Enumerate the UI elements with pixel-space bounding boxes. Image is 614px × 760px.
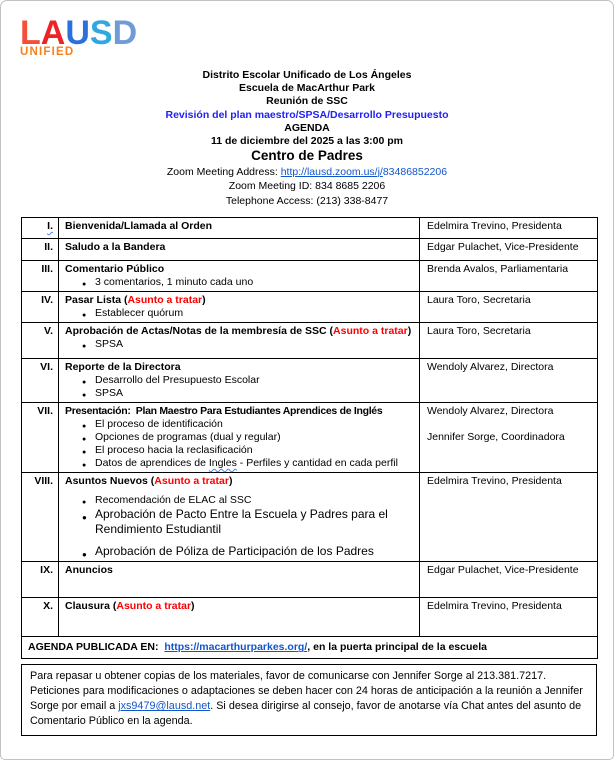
table-row (22, 562, 598, 598)
zoom-address-number[interactable]: 83486852206 (382, 165, 448, 178)
table-row (22, 472, 598, 562)
row-numeral-cell (22, 562, 59, 598)
person-name: Edelmira Trevino, Presidenta (427, 474, 562, 487)
row-item-cell (59, 217, 420, 238)
logo-letter: D (112, 13, 138, 53)
row-person-cell (420, 472, 598, 562)
logo-letter: U (65, 13, 90, 53)
text-segment: Asunto a tratar (127, 293, 203, 306)
row-numeral-cell (22, 402, 59, 472)
row-bullet (65, 494, 417, 507)
text-segment: Aprobación de Actas/Notas de la membresía de SSC ( (65, 324, 334, 337)
row-title (65, 241, 417, 254)
row-item-cell (59, 472, 420, 562)
row-person-cell (420, 238, 598, 260)
row-item-cell (59, 291, 420, 322)
row-numeral: I. (47, 219, 53, 232)
text-segment: SPSA (95, 337, 124, 350)
row-person-cell (420, 562, 598, 598)
row-title (65, 220, 417, 233)
table-row (22, 291, 598, 322)
text-segment: Para repasar u obtener copias de los materiales, favor de comunicarse con Jennifer Sorge al 213.381.7217. Peticiones para modificaciones o adaptaciones se deben hacer con 24 horas de anticipación a la reunión a Jennifer Sorge por email a (30, 670, 583, 713)
person-name: Wendoly Alvarez, Directora (427, 404, 554, 417)
row-numeral-cell (22, 291, 59, 322)
row-bullet (65, 507, 417, 538)
text-segment: Reporte de la Directora (65, 360, 181, 373)
table-row (22, 598, 598, 637)
header-line: Centro de Padres (251, 148, 363, 164)
text-segment: AGENDA PUBLICADA EN: (28, 641, 165, 654)
row-bullet (65, 276, 417, 289)
text-segment: , en la puerta principal de la escuela (307, 641, 488, 654)
footer-email-link[interactable]: jxs9479@lausd.net (118, 700, 211, 713)
logo-letter: S (89, 13, 113, 53)
row-numeral-cell (22, 260, 59, 291)
row-title (65, 263, 417, 276)
text-segment: Bienvenida/Llamada al Orden (65, 219, 213, 232)
row-item-cell (59, 598, 420, 637)
text-segment: Ingles (208, 456, 237, 469)
row-bullet (65, 418, 417, 431)
footer-text (30, 669, 588, 729)
row-person-cell (420, 322, 598, 358)
text-segment: Asunto a tratar (116, 600, 192, 613)
row-numeral-cell (22, 472, 59, 562)
row-person-cell (420, 260, 598, 291)
row-person-cell (420, 402, 598, 472)
row-title (65, 600, 417, 613)
person-gap (427, 418, 595, 431)
row-bullet (65, 338, 417, 351)
row-numeral-cell (22, 358, 59, 402)
row-person-cell (420, 598, 598, 637)
header-line: Telephone Access: (213) 338-8477 (225, 194, 389, 207)
table-row (22, 322, 598, 358)
text-segment: Clausura ( (65, 600, 117, 613)
person-name: Edelmira Trevino, Presidenta (427, 600, 562, 613)
table-row (22, 217, 598, 238)
person-name: Laura Toro, Secretaria (427, 324, 531, 337)
row-title (65, 325, 417, 338)
text-segment: . Si desea dirigirse al consejo, favor de anotarse vía Chat antes del asunto de Comentario Público en la agenda. (30, 700, 582, 728)
table-row (22, 260, 598, 291)
header-line: Distrito Escolar Unificado de Los Ángeles (202, 69, 412, 81)
text-segment: Aprobación de Pacto Entre la Escuela y Padres para el Rendimiento Estudiantil (95, 506, 388, 537)
text-segment: El proceso de identificación (95, 417, 223, 430)
lausd-logo (20, 13, 138, 58)
row-numeral: II. (44, 240, 53, 253)
row-item-cell (59, 238, 420, 260)
row-numeral: VIII. (34, 474, 53, 487)
row-title (65, 475, 417, 488)
row-numeral: III. (41, 262, 53, 275)
header-line: Reunión de SSC (266, 95, 348, 108)
text-segment: ) (407, 324, 412, 337)
row-bullet (65, 457, 417, 470)
text-segment: Asunto a tratar (333, 324, 408, 337)
row-numeral: IX. (40, 564, 53, 577)
zoom-address-link[interactable]: http://lausd.zoom.us/j/ (280, 165, 383, 178)
row-item-cell (59, 402, 420, 472)
row-person-cell (420, 217, 598, 238)
row-bullet (65, 444, 417, 457)
person-name: Edgar Pulachet, Vice-Presidente (427, 240, 579, 253)
row-numeral-cell (22, 217, 59, 238)
header-line: 11 de diciembre del 2025 a las 3:00 pm (210, 135, 404, 148)
text-segment: SPSA (95, 386, 124, 399)
person-name: Jennifer Sorge, Coordinadora (427, 430, 565, 443)
row-numeral-cell (22, 598, 59, 637)
text-segment: Aprobación de Póliza de Participación de los Padres (95, 543, 374, 558)
person-name: Laura Toro, Secretaria (427, 293, 531, 306)
row-bullet (65, 387, 417, 400)
text-segment: El proceso hacia la reclasificación (95, 443, 253, 456)
row-numeral: VI. (40, 360, 53, 373)
table-row (22, 238, 598, 260)
row-numeral: IV. (41, 293, 53, 306)
row-bullet (65, 544, 417, 560)
published-link[interactable]: https://macarthurparkes.org/ (164, 641, 308, 654)
text-segment: Pasar Lista ( (65, 293, 128, 306)
logo-letter: L (20, 13, 41, 53)
text-segment: Presentación: Plan Maestro Para Estudiantes Aprendices de Inglés (65, 404, 383, 417)
person-name: Edelmira Trevino, Presidenta (427, 219, 562, 232)
row-numeral: V. (44, 324, 53, 337)
published-cell (22, 637, 598, 659)
row-numeral: X. (43, 600, 53, 613)
text-segment: Zoom Meeting Address: (166, 165, 281, 178)
row-numeral-cell (22, 322, 59, 358)
text-segment: ) (191, 600, 195, 613)
row-item-cell (59, 358, 420, 402)
row-person-cell (420, 291, 598, 322)
row-bullet (65, 431, 417, 444)
text-segment: Comentario Público (65, 262, 165, 275)
row-title (65, 564, 417, 577)
person-name: Wendoly Alvarez, Directora (427, 360, 554, 373)
text-segment: Asuntos Nuevos ( (65, 474, 155, 487)
text-segment: Saludo a la Bandera (65, 240, 166, 253)
row-person-cell (420, 358, 598, 402)
text-segment: Establecer quórum (95, 306, 184, 319)
text-segment: ) (202, 293, 206, 306)
text-segment: Asunto a tratar (154, 474, 229, 487)
text-segment: Datos de aprendices de (95, 456, 209, 469)
header-line: Zoom Meeting ID: 834 8685 2206 (228, 180, 386, 193)
text-segment: Anuncios (65, 564, 113, 577)
row-numeral: VII. (37, 404, 53, 417)
header-line: AGENDA (284, 121, 330, 134)
footer-box (21, 664, 597, 736)
agenda-table (21, 217, 598, 660)
person-name: Edgar Pulachet, Vice-Presidente (427, 564, 579, 577)
row-bullet (65, 374, 417, 387)
row-numeral-cell (22, 238, 59, 260)
text-segment: Recomendación de ELAC al SSC (95, 493, 252, 506)
logo-unified-label: UNIFIED (20, 46, 75, 58)
header-line: Revisión del plan maestro/SPSA/Desarrollo Presupuesto (165, 108, 449, 121)
text-segment: 3 comentarios, 1 minuto cada uno (95, 275, 254, 288)
text-segment: Opciones de programas (dual y regular) (95, 430, 281, 443)
person-name: Brenda Avalos, Parliamentaria (427, 262, 569, 275)
row-item-cell (59, 562, 420, 598)
header-line: Escuela de MacArthur Park (239, 82, 375, 95)
row-title (65, 361, 417, 374)
logo-letter: A (40, 13, 66, 53)
header-line (1, 165, 613, 179)
row-title (65, 405, 417, 418)
text-segment: ) (228, 474, 233, 487)
text-segment: - Perfiles y cantidad en cada perfil (236, 456, 398, 469)
table-row (22, 402, 598, 472)
row-bullet (65, 307, 417, 320)
row-item-cell (59, 260, 420, 291)
row-item-cell (59, 322, 420, 358)
table-row (22, 358, 598, 402)
row-title (65, 294, 417, 307)
text-segment: Desarrollo del Presupuesto Escolar (95, 373, 260, 386)
published-row (22, 637, 598, 659)
